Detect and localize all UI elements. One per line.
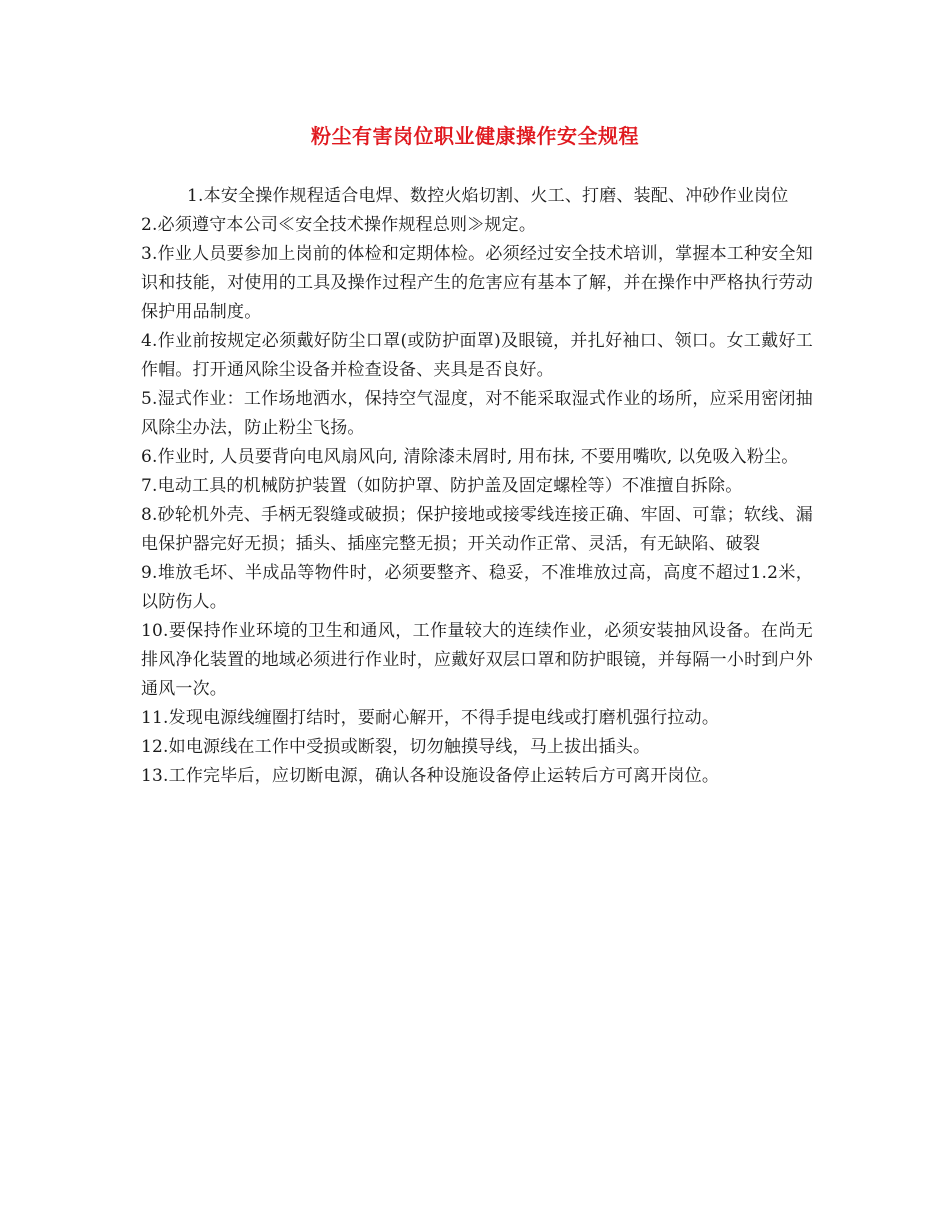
rule-item-7: 7.电动工具的机械防护装置（如防护罩、防护盖及固定螺栓等）不准擅自拆除。 (141, 476, 743, 496)
rule-item-3: 3.作业人员要参加上岗前的体检和定期体检。必须经过安全技术培训，掌握本工种安全知识和技能，对使用的工具及操作过程产生的危害应有基本了解，并在操作中严格执行劳动保护用品制度。 (141, 244, 813, 322)
rule-item-6: 6.作业时, 人员要背向电风扇风向, 清除漆未屑时, 用布抹, 不要用嘴吹, 以免吸入粉尘。 (141, 447, 799, 467)
document-body (141, 182, 813, 791)
rule-item-12: 12.如电源线在工作中受损或断裂，切勿触摸导线，马上拔出插头。 (141, 737, 651, 757)
rule-item-11: 11.发现电源线缠圈打结时，要耐心解开，不得手提电线或打磨机强行拉动。 (141, 708, 720, 728)
document-title: 粉尘有害岗位职业健康操作安全规程 (311, 124, 639, 148)
rule-item-5: 5.湿式作业：工作场地洒水，保持空气湿度，对不能采取湿式作业的场所，应采用密闭抽风除尘办法，防止粉尘飞扬。 (141, 389, 813, 438)
rule-item-4: 4.作业前按规定必须戴好防尘口罩(或防护面罩)及眼镜，并扎好袖口、领口。女工戴好工作帽。打开通风除尘设备并检查设备、夹具是否良好。 (141, 331, 813, 380)
rule-item-1: 1.本安全操作规程适合电焊、数控火焰切割、火工、打磨、装配、冲砂作业岗位 (187, 186, 789, 206)
rule-item-13: 13.工作完毕后，应切断电源，确认各种设施设备停止运转后方可离开岗位。 (141, 766, 720, 786)
rule-item-10: 10.要保持作业环境的卫生和通风，工作量较大的连续作业，必须安装抽风设备。在尚无排风净化装置的地域必须进行作业时，应戴好双层口罩和防护眼镜，并每隔一小时到户外通风一次。 (141, 621, 813, 699)
rule-item-9: 9.堆放毛坏、半成品等物件时，必须要整齐、稳妥，不准堆放过高，高度不超过1.2米，以防伤人。 (141, 563, 813, 612)
rule-item-2: 2.必须遵守本公司≪安全技术操作规程总则≫规定。 (141, 215, 537, 235)
rule-item-8: 8.砂轮机外壳、手柄无裂缝或破损；保护接地或接零线连接正确、牢固、可靠；软线、漏电保护器完好无损；插头、插座完整无损；开关动作正常、灵活，有无缺陷、破裂 (141, 505, 813, 554)
